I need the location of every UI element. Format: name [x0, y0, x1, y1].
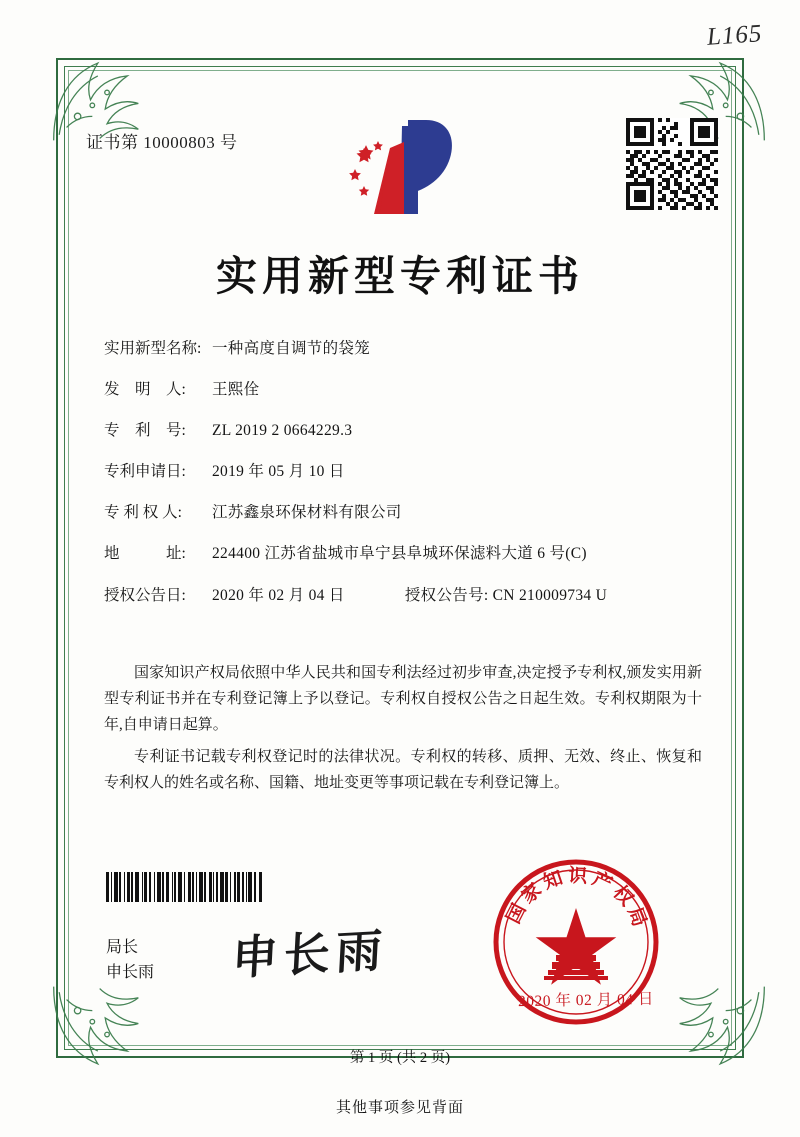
- back-side-note: 其他事项参见背面: [335, 1100, 464, 1116]
- field-label: 地 址:: [104, 545, 186, 563]
- field-label: 专利申请日:: [104, 463, 186, 481]
- page-number: 第 1 页 (共 2 页): [349, 1050, 451, 1066]
- grant-notice-value: CN 210009734 U: [492, 586, 608, 604]
- handwritten-signature: 申长雨: [230, 924, 390, 985]
- qr-code: [626, 118, 718, 210]
- field-patentee: [104, 504, 704, 523]
- body-paragraph-1: 国家知识产权局依照中华人民共和国专利法经过初步审查,决定授予专利权,颁发实用新型专利证书并在专利登记簿上予以登记。专利权自授权公告之日起生效。专利权期限为十年,自申请日起算。: [104, 665, 702, 733]
- field-inventor: [104, 381, 704, 400]
- field-value: 一种高度自调节的袋笼: [212, 340, 371, 357]
- field-label: 发 明 人:: [104, 381, 186, 399]
- grant-date-value: 2020 年 02 月 04 日: [212, 586, 345, 604]
- grant-notice-label: 授权公告号:: [404, 586, 489, 604]
- field-value: 江苏鑫泉环保材料有限公司: [212, 504, 402, 522]
- field-value: 王熙佺: [212, 381, 260, 399]
- field-value: 224400 江苏省盐城市阜宁县阜城环保滤料大道 6 号(C): [212, 545, 587, 563]
- field-value: ZL 2019 2 0664229.3: [212, 422, 353, 440]
- field-patent-number: [104, 422, 704, 441]
- director-title-label: 局长: [106, 939, 139, 956]
- field-list: [104, 340, 704, 628]
- barcode: [106, 872, 312, 902]
- reference-number: L165: [705, 20, 763, 51]
- field-address: [104, 545, 704, 564]
- field-label: 授权公告日:: [104, 586, 186, 604]
- field-application-date: [104, 463, 704, 482]
- field-label: 专 利 权 人:: [104, 504, 182, 522]
- seal-date: 2020 年 02 月 04 日: [517, 990, 655, 1011]
- field-label: 实用新型名称:: [104, 340, 202, 357]
- field-label: 专 利 号:: [104, 422, 186, 440]
- body-text: [104, 660, 702, 802]
- field-grant-announcement: [104, 587, 704, 606]
- field-utility-model-name: [104, 340, 704, 359]
- body-paragraph-2: 专利证书记载专利权登记时的法律状况。专利权的转移、质押、无效、终止、恢复和专利权人的姓名或名称、国籍、地址变更等事项记载在专利登记簿上。: [104, 749, 702, 791]
- seal-top-text: 国家知识产权局: [503, 865, 652, 934]
- field-value: 2019 年 05 月 10 日: [212, 463, 345, 481]
- page-title: 实用新型专利证书: [216, 253, 584, 299]
- director-name-label: 申长雨: [106, 964, 155, 981]
- certificate-number: 证书第 10000803 号: [86, 133, 238, 152]
- cnipa-logo-icon: [330, 112, 470, 222]
- signature-block: [106, 935, 154, 985]
